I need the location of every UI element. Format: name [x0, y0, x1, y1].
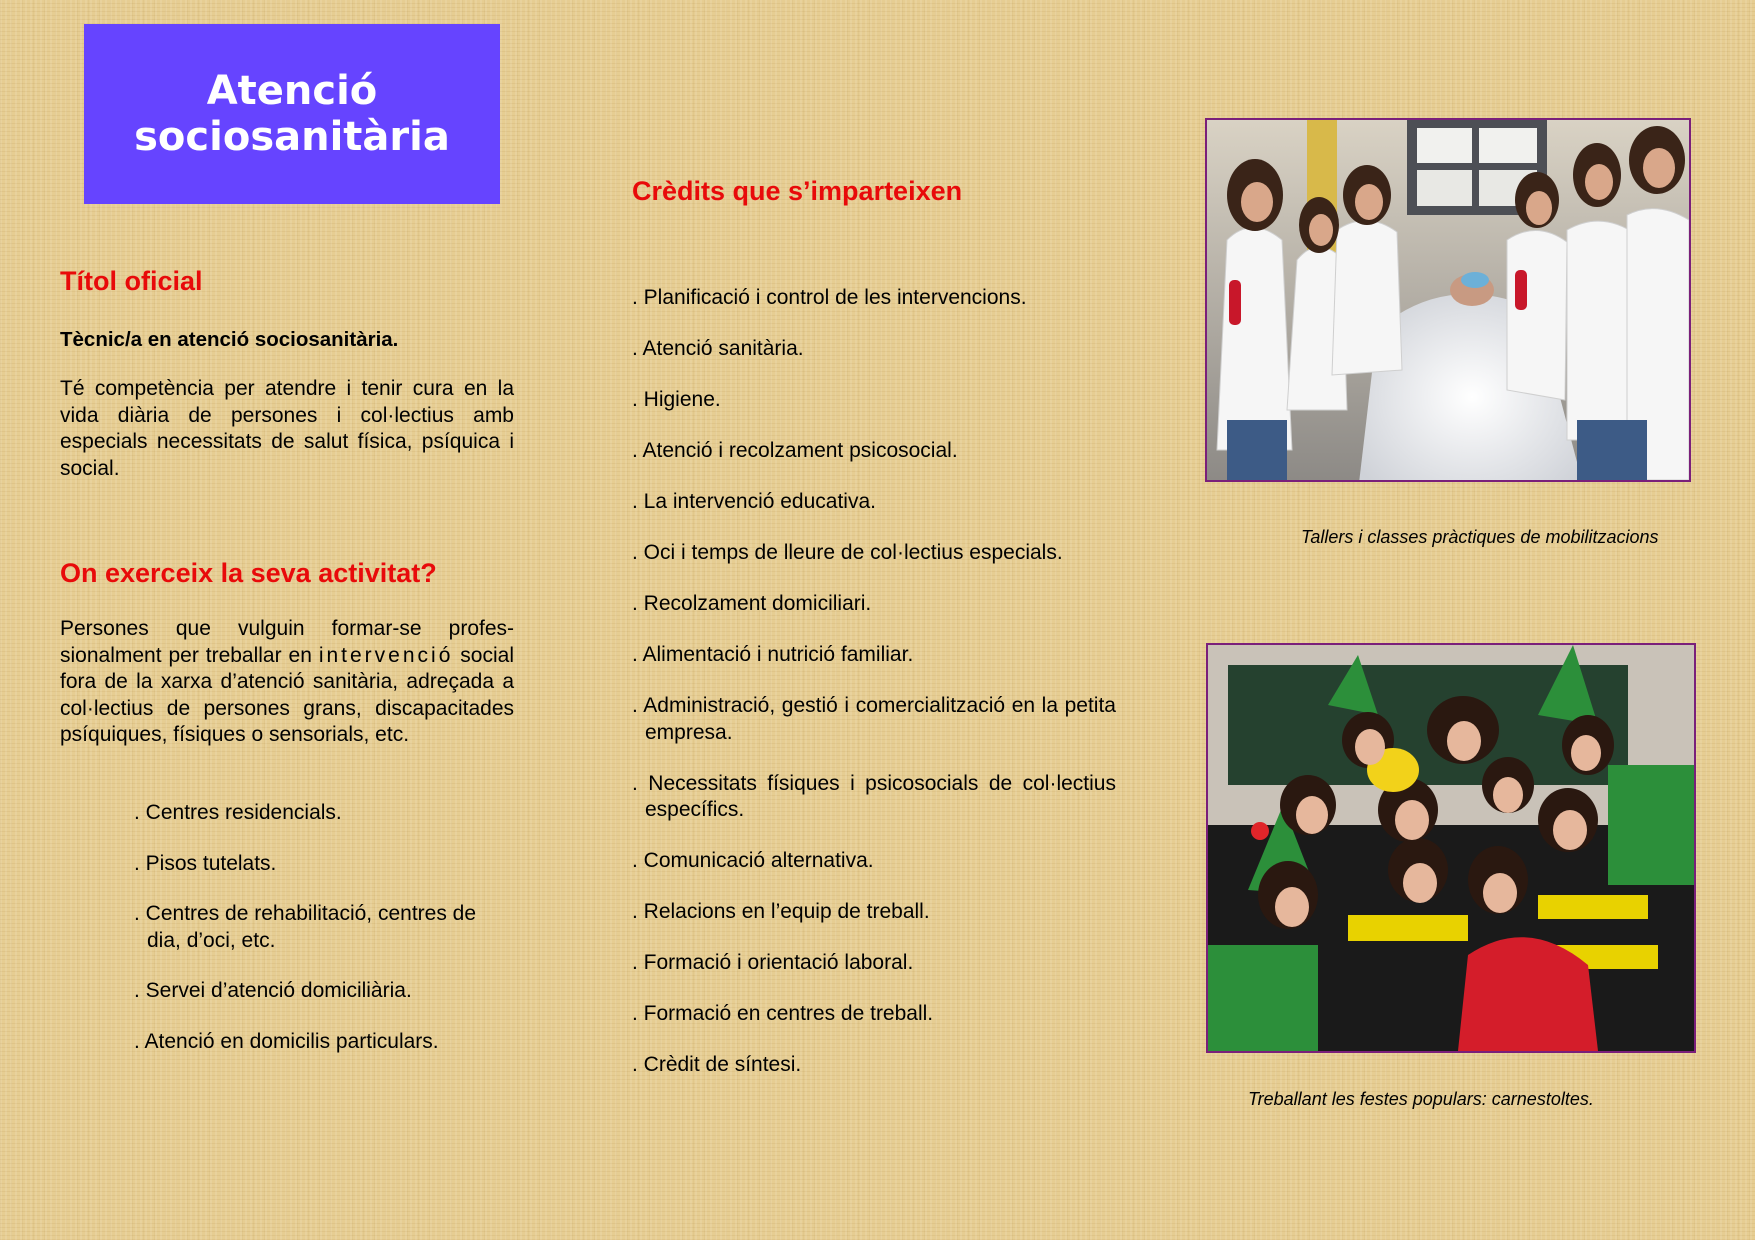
carnival-photo-caption: Treballant les festes populars: carnestoltes.: [1248, 1089, 1594, 1109]
workplace-list: [134, 800, 514, 1079]
credit-item: . Crèdit de síntesi.: [632, 1053, 802, 1076]
credit-item: . Planificació i control de les intervencions.: [632, 286, 1027, 309]
carnival-photo: [1206, 643, 1696, 1053]
credit-item: . Alimentació i nutrició familiar.: [632, 643, 914, 666]
credit-item: . Administració, gestió i comercialització en la petita empresa.: [632, 694, 1116, 744]
credit-item: . Formació i orientació laboral.: [632, 951, 914, 974]
credit-item: . Atenció i recolzament psicosocial.: [632, 439, 958, 462]
official-title-description: Té competència per atendre i tenir cura en la vida diària de persones i col·lectius amb especials necessitats de salut física, psíquica i social.: [60, 377, 514, 480]
workplace-item: . Atenció en domicilis particulars.: [134, 1029, 439, 1053]
credit-item: . Formació en centres de treball.: [632, 1002, 934, 1025]
activity-heading: On exerceix la seva activitat?: [60, 558, 437, 588]
credits-heading: Crèdits que s’imparteixen: [632, 176, 963, 206]
activity-description-start: Persones que vulguin formar-se profes-sionalment per treballar en: [60, 617, 514, 667]
brochure-title-line-2: sociosanitària: [134, 114, 450, 160]
credit-item: . Relacions en l’equip de treball.: [632, 900, 930, 923]
credit-item: . Higiene.: [632, 388, 721, 411]
activity-description-spaced: intervenció: [318, 643, 454, 667]
credits-list: [632, 285, 1116, 1103]
brochure-title-line-1: Atenció: [206, 68, 378, 114]
mobilization-class-photo: [1205, 118, 1691, 482]
credit-item: . Necessitats físiques i psicosocials de col·lectius específics.: [632, 771, 1116, 821]
official-title-name: Tècnic/a en atenció sociosanitària.: [60, 328, 399, 351]
workplace-item: . Servei d’atenció domiciliària.: [134, 979, 412, 1002]
workplace-item: . Centres residencials.: [134, 801, 342, 824]
workplace-item: . Pisos tutelats.: [134, 851, 277, 875]
activity-description-end: social fora de la xarxa d’atenció sanitària, adreçada a col·lectius de persones grans, discapacitades psíquiques, físiques o sensorials, etc.: [60, 643, 514, 746]
credit-item: . La intervenció educativa.: [632, 490, 876, 513]
workplace-item: . Centres de rehabilitació, centres de dia, d’oci, etc.: [134, 902, 477, 952]
official-title-heading: Títol oficial: [60, 266, 203, 296]
credit-item: . Recolzament domiciliari.: [632, 592, 872, 615]
brochure-title-box: [84, 24, 500, 204]
credit-item: . Comunicació alternativa.: [632, 849, 874, 872]
credit-item: . Oci i temps de lleure de col·lectius especials.: [632, 541, 1063, 564]
credit-item: . Atenció sanitària.: [632, 337, 804, 360]
activity-description: [60, 616, 514, 749]
mobilization-photo-caption: Tallers i classes pràctiques de mobilitzacions: [1301, 527, 1659, 547]
